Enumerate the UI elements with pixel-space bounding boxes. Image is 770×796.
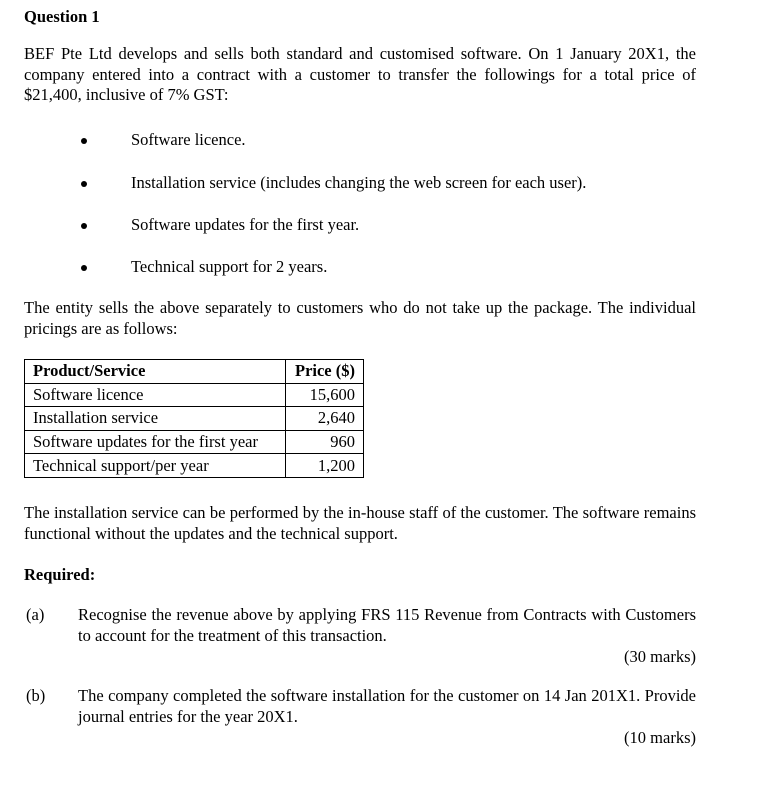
table-row <box>25 383 364 407</box>
price-cell: 960 <box>286 430 364 454</box>
question-title: Question 1 <box>24 7 100 26</box>
bullet-text: Installation service (includes changing the web screen for each user). <box>131 173 587 192</box>
bullet-text: Software licence. <box>131 130 246 149</box>
price-cell: 15,600 <box>286 383 364 407</box>
product-name-cell: Software licence <box>25 383 286 407</box>
bullet-item <box>0 257 770 279</box>
part-a-text: Recognise the revenue above by applying FRS 115 Revenue from Contracts with Customers to account for the treatment of this transaction. <box>78 605 696 645</box>
table-header-row <box>25 360 364 384</box>
bullet-dot-icon <box>81 138 87 144</box>
price-cell: 1,200 <box>286 454 364 478</box>
column-header-price: Price ($) <box>286 360 364 384</box>
required-heading: Required: <box>24 565 96 584</box>
table-row <box>25 430 364 454</box>
note-paragraph: The installation service can be performed by the in-house staff of the customer. The software remains functional without the updates and the technical support. <box>24 503 696 543</box>
part-a-label: (a) <box>26 605 45 624</box>
product-name-cell: Technical support/per year <box>25 454 286 478</box>
bullet-item <box>0 215 770 237</box>
bullet-dot-icon <box>81 223 87 229</box>
bullet-dot-icon <box>81 265 87 271</box>
pricing-table <box>24 359 364 478</box>
intro-paragraph: BEF Pte Ltd develops and sells both standard and customised software. On 1 January 20X1, the company entered into a contract with a customer to transfer the followings for a total price of $21,400, inclusive of 7% GST: <box>24 44 696 104</box>
bullet-dot-icon <box>81 181 87 187</box>
part-a-marks: (30 marks) <box>624 647 696 666</box>
part-b-text: The company completed the software installation for the customer on 14 Jan 201X1. Provide journal entries for the year 20X1. <box>78 686 696 726</box>
product-name-cell: Software updates for the first year <box>25 430 286 454</box>
price-cell: 2,640 <box>286 407 364 431</box>
product-name-cell: Installation service <box>25 407 286 431</box>
bullet-text: Software updates for the first year. <box>131 215 360 234</box>
column-header-product: Product/Service <box>25 360 286 384</box>
part-b-marks: (10 marks) <box>624 728 696 747</box>
pricing-intro-paragraph: The entity sells the above separately to customers who do not take up the package. The individual pricings are as follows: <box>24 298 696 338</box>
table-row <box>25 407 364 431</box>
bullet-item <box>0 173 770 195</box>
bullet-item <box>0 130 770 152</box>
part-b-label: (b) <box>26 686 46 705</box>
table-row <box>25 454 364 478</box>
bullet-text: Technical support for 2 years. <box>131 257 328 276</box>
